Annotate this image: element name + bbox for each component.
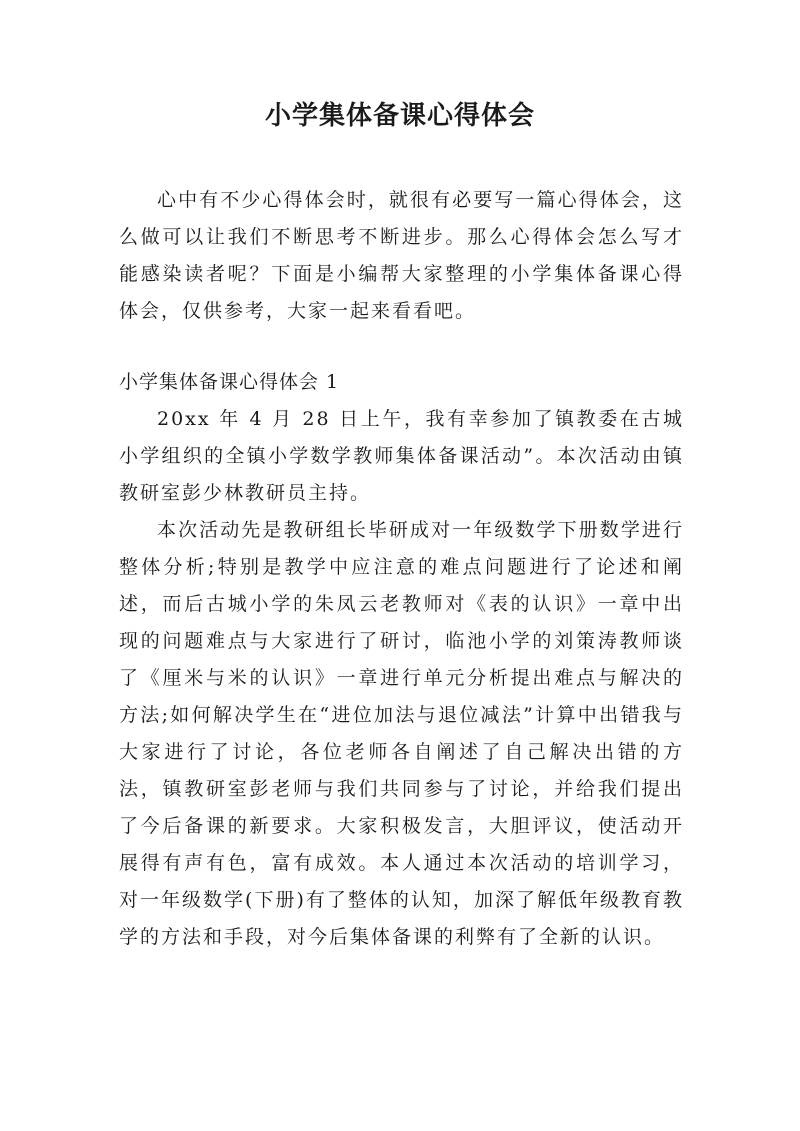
body-paragraph-2: 本次活动先是教研组长毕研成对一年级数学下册数学进行整体分析;特别是教学中应注意的难点问题进行了论述和阐述，而后古城小学的朱凤云老教师对《表的认识》一章中出现的问题难点与大家进行了研讨，临池小学的刘策涛教师谈了《厘米与米的认识》一章进行单元分析提出难点与解决的方法;如何解决学生在“进位加法与退位减法”计算中出错我与大家进行了讨论，各位老师各自阐述了自己解决出错的方法，镇教研室彭老师与我们共同参与了讨论，并给我们提出了今后备课的新要求。大家积极发言，大胆评议，使活动开展得有声有色，富有成效。本人通过本次活动的培训学习，对一年级数学(下册)有了整体的认知，加深了解低年级教育教学的方法和手段，对今后集体备课的利弊有了全新的认识。: [119, 519, 684, 948]
section-title: 小学集体备课心得体会 1: [119, 371, 340, 393]
document-body: [119, 182, 684, 956]
intro-paragraph: 心中有不少心得体会时，就很有必要写一篇心得体会，这么做可以让我们不断思考不断进步。那么心得体会怎么写才能感染读者呢？下面是小编帮大家整理的小学集体备课心得体会，仅供参考，大家一起来看看吧。: [119, 189, 684, 322]
body-paragraph-1: 20xx 年 4 月 28 日上午，我有幸参加了镇教委在古城小学组织的全镇小学数学教师集体备课活动”。本次活动由镇教研室彭少林教研员主持。: [119, 408, 684, 504]
page-title: 小学集体备课心得体会: [264, 101, 535, 131]
